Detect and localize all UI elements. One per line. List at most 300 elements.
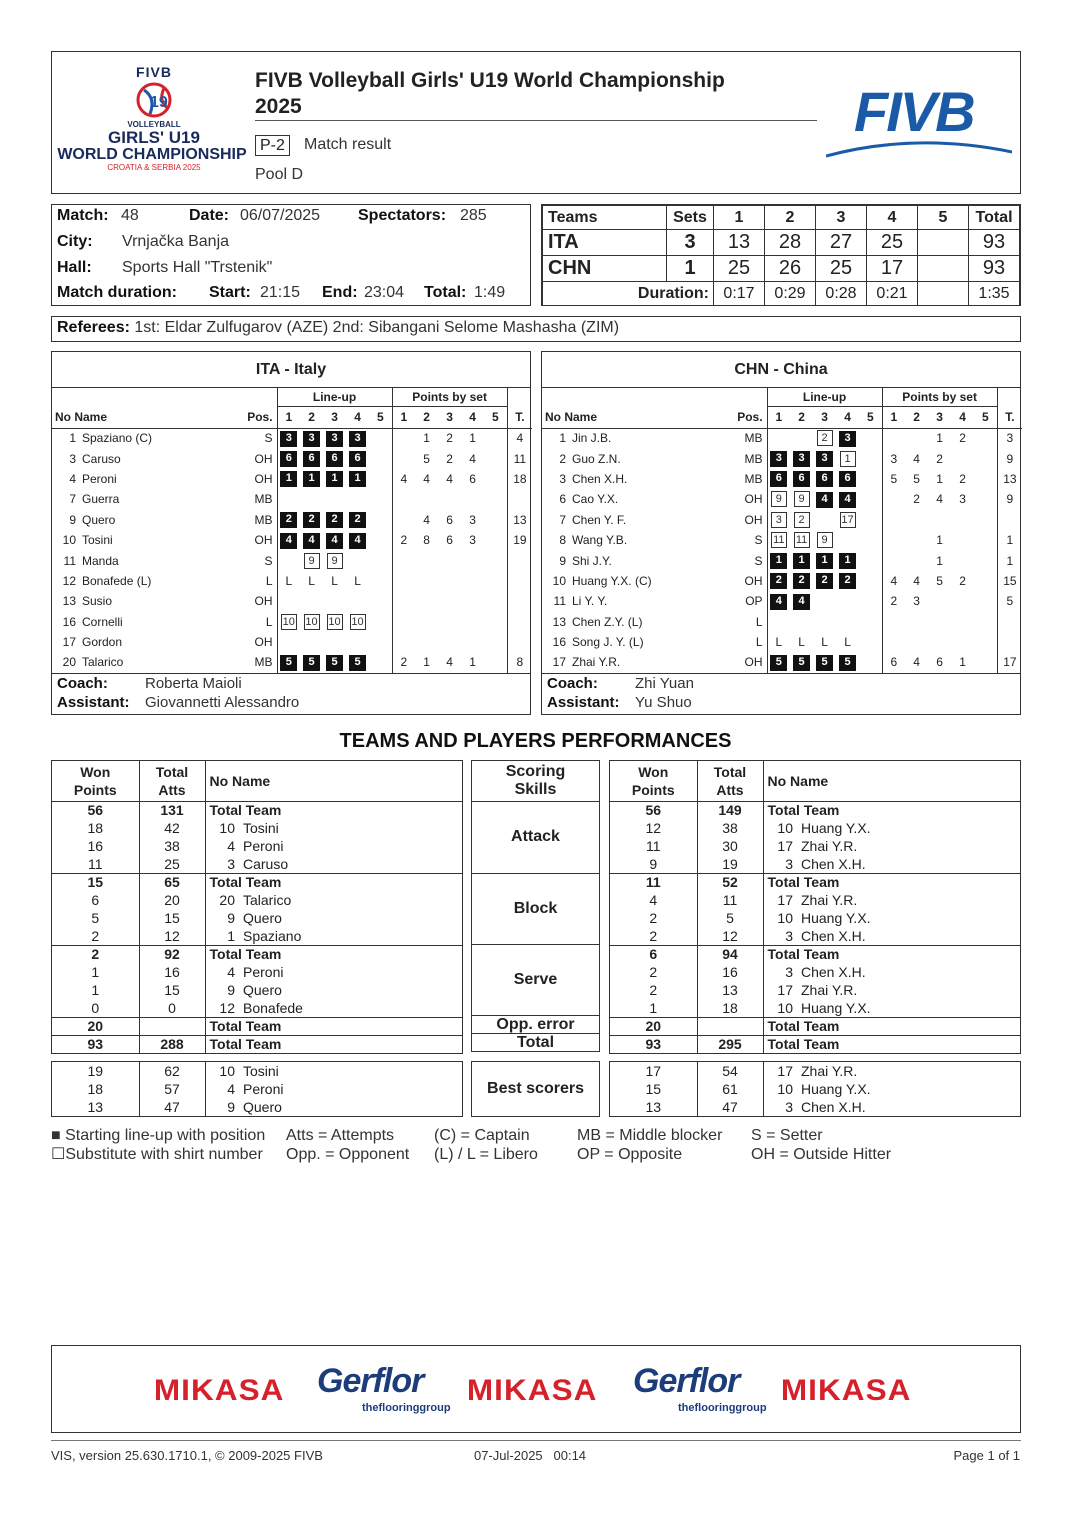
starting-position-box: 5 — [793, 655, 810, 671]
won-points: 93 — [52, 1035, 139, 1053]
sb-dur2: 0:29 — [765, 282, 816, 306]
won-points: 16 — [52, 837, 139, 855]
player-name: Chen X.H. — [799, 927, 1020, 945]
starting-position-box: 4 — [349, 533, 366, 549]
player-number: 17 — [552, 655, 566, 670]
lineup-cell — [836, 571, 859, 591]
total-atts: 61 — [697, 1080, 763, 1098]
won-points: 93 — [610, 1035, 697, 1053]
starting-position-box: 2 — [303, 512, 320, 528]
won-points: 6 — [52, 891, 139, 909]
points-set-cell — [484, 530, 507, 550]
points-set-cell — [928, 632, 951, 652]
player-position: OH — [733, 489, 767, 509]
hall-value: Sports Hall "Trstenik" — [122, 259, 273, 276]
col-no-name: No Name — [205, 761, 462, 801]
player-position: OH — [243, 448, 277, 468]
won-points: 2 — [610, 963, 697, 981]
end-label: End: — [322, 284, 358, 301]
player-position: L — [733, 632, 767, 652]
lineup-cell — [813, 489, 836, 509]
col-pos: Pos. — [733, 406, 767, 428]
col-lineup-set: 4 — [836, 406, 859, 428]
event-logo — [57, 64, 248, 182]
points-set-cell — [951, 530, 974, 550]
starting-position-box: 5 — [839, 655, 856, 671]
player-name: Susio — [82, 594, 113, 609]
lineup-cell — [859, 591, 882, 611]
sb-set4: 17 — [867, 256, 918, 282]
legend-setter: S = Setter — [751, 1127, 823, 1144]
coach-block — [52, 673, 530, 712]
col-lineup-set: 1 — [767, 406, 790, 428]
points-set-cell — [415, 632, 438, 652]
points-set-cell — [882, 428, 905, 448]
assistant-name: Giovannetti Alessandro — [145, 693, 300, 711]
starting-position-box: 3 — [303, 431, 320, 447]
player-number: 13 — [62, 594, 76, 609]
points-set-cell — [974, 510, 997, 530]
lineup-cell — [323, 612, 346, 632]
points-set-cell — [951, 612, 974, 632]
performance-header — [610, 761, 1020, 801]
roster-table — [52, 388, 532, 673]
page-title-line2: 2025 — [255, 95, 302, 118]
fivb-logo — [826, 80, 1012, 158]
total-atts: 62 — [139, 1062, 205, 1080]
starting-position-box: 2 — [793, 573, 810, 589]
points-set-cell — [951, 550, 974, 570]
performance-row — [52, 1098, 462, 1116]
player-name: Tosini — [82, 533, 113, 548]
date-label: Date: — [189, 207, 230, 224]
lineup-cell: L — [798, 635, 805, 650]
player-row — [542, 510, 1022, 530]
gerflor-tagline: theflooringgroup — [678, 1402, 767, 1414]
lineup-cell — [346, 652, 369, 672]
lineup-cell — [277, 632, 300, 652]
player-number: 12 — [205, 999, 241, 1017]
sb-head-5: 5 — [918, 206, 969, 230]
sb-total: 93 — [969, 230, 1020, 256]
lineup-cell — [813, 469, 836, 489]
row-label: Total Team — [209, 1036, 282, 1053]
team-panel-ita — [51, 351, 531, 715]
lineup-cell — [300, 612, 323, 632]
lineup-cell — [836, 448, 859, 468]
points-set-cell: 4 — [446, 655, 453, 670]
performance-row — [52, 945, 462, 963]
substitute-box: 2 — [794, 512, 810, 528]
lineup-cell — [836, 489, 859, 509]
lineup-cell — [859, 510, 882, 530]
sb-dur1: 0:17 — [714, 282, 765, 306]
lineup-cell — [790, 428, 813, 448]
starting-position-box: 6 — [326, 451, 343, 467]
end-time: 23:04 — [364, 284, 405, 301]
col-won-line2: Points — [631, 781, 675, 798]
performance-table — [610, 761, 1020, 1053]
referees-box — [51, 316, 1021, 342]
col-points-set: 5 — [974, 406, 997, 428]
points-set-cell — [974, 469, 997, 489]
points-set-cell: 2 — [400, 533, 408, 548]
player-number: 9 — [227, 982, 235, 998]
lineup-cell — [813, 510, 836, 530]
col-points-set: 1 — [392, 406, 415, 428]
points-set-cell — [905, 632, 928, 652]
starting-position-box: 1 — [816, 553, 833, 569]
sb-sets: 3 — [667, 230, 714, 256]
coach-name: Zhi Yuan — [635, 674, 694, 692]
lineup-cell — [859, 632, 882, 652]
col-no-name: No Name — [52, 406, 243, 428]
player-total: 19 — [513, 533, 527, 548]
points-set-cell — [882, 489, 905, 509]
coach-label: Coach: — [547, 674, 598, 692]
lineup-cell — [300, 428, 323, 448]
city-label: City: — [57, 233, 93, 250]
sb-team: CHN — [543, 256, 667, 282]
col-points-set: 5 — [484, 406, 507, 428]
player-name: Zhai Y.R. — [572, 655, 621, 670]
lineup-cell — [277, 530, 300, 550]
legend-opp: Opp. = Opponent — [286, 1146, 410, 1163]
lineup-cell — [813, 448, 836, 468]
event-logo-wc: WORLD CHAMPIONSHIP — [57, 146, 247, 163]
performance-row — [610, 999, 1020, 1017]
points-set-cell — [928, 591, 951, 611]
player-total: 18 — [513, 471, 527, 486]
player-total — [507, 550, 532, 570]
sb-total: 93 — [969, 256, 1020, 282]
player-row — [542, 550, 1022, 570]
legend-mb: MB = Middle blocker — [577, 1127, 723, 1144]
player-name: Huang Y.X. — [801, 820, 871, 836]
points-set-cell: 4 — [423, 512, 430, 527]
player-position: MB — [733, 469, 767, 489]
lineup-cell — [277, 448, 300, 468]
lineup-cell — [859, 469, 882, 489]
starting-position-box: 5 — [816, 655, 833, 671]
lineup-cell — [323, 469, 346, 489]
hall-label: Hall: — [57, 259, 92, 276]
points-set-cell — [974, 448, 997, 468]
points-set-cell: 3 — [469, 512, 476, 527]
starting-position-box: 3 — [816, 451, 833, 467]
player-total — [507, 632, 532, 652]
points-set-cell — [392, 632, 415, 652]
skill-attack: Attack — [471, 801, 600, 874]
assistant-name: Yu Shuo — [635, 693, 692, 711]
player-row — [52, 571, 532, 591]
sb-head-1: 1 — [714, 206, 765, 230]
points-set-cell — [484, 448, 507, 468]
referees-line — [57, 319, 619, 337]
lineup-cell — [859, 448, 882, 468]
total-atts: 42 — [139, 819, 205, 837]
total-atts: 16 — [697, 963, 763, 981]
sb-set5 — [918, 256, 969, 282]
player-total: 1 — [1006, 533, 1014, 548]
substitute-box: 3 — [771, 512, 787, 528]
lineup-cell — [323, 448, 346, 468]
substitute-box: 11 — [771, 532, 787, 548]
player-row — [52, 428, 532, 448]
player-row — [542, 448, 1022, 468]
player-row — [542, 469, 1022, 489]
player-position: OH — [243, 469, 277, 489]
lineup-cell — [300, 591, 323, 611]
total-atts: 15 — [139, 981, 205, 999]
points-set-cell — [951, 591, 974, 611]
points-set-cell: 4 — [469, 451, 476, 466]
points-set-cell — [392, 571, 415, 591]
points-set-cell — [438, 632, 461, 652]
player-number: 9 — [227, 1099, 235, 1115]
lineup-cell — [813, 428, 836, 448]
player-number: 10 — [219, 1063, 235, 1079]
total-atts: 0 — [139, 999, 205, 1017]
player-name: Talarico — [82, 655, 124, 670]
lineup-cell — [790, 571, 813, 591]
player-row — [542, 571, 1022, 591]
performance-row — [610, 837, 1020, 855]
lineup-cell — [323, 428, 346, 448]
points-set-cell — [415, 489, 438, 509]
starting-position-box: 6 — [280, 451, 297, 467]
points-set-cell — [438, 489, 461, 509]
col-total: T. — [507, 406, 532, 428]
lineup-cell — [859, 550, 882, 570]
points-set-cell: 1 — [936, 471, 943, 486]
won-points: 15 — [52, 873, 139, 891]
player-row — [542, 530, 1022, 550]
lineup-cell — [369, 652, 392, 672]
points-set-cell: 4 — [913, 451, 920, 466]
row-label: Total Team — [209, 802, 282, 819]
starting-position-box: 3 — [793, 451, 810, 467]
player-name: Huang Y.X. — [799, 999, 1020, 1017]
player-number: 3 — [785, 1099, 793, 1115]
points-set-cell: 6 — [890, 655, 898, 670]
points-set-cell — [461, 591, 484, 611]
lineup-cell — [346, 550, 369, 570]
player-position: L — [243, 571, 277, 591]
points-set-cell — [974, 530, 997, 550]
col-lineup-set: 3 — [323, 406, 346, 428]
col-atts-line2: Atts — [158, 781, 186, 798]
lineup-cell — [300, 632, 323, 652]
player-number: 20 — [219, 892, 235, 908]
points-set-cell — [438, 612, 461, 632]
lineup-cell — [277, 510, 300, 530]
player-total: 5 — [1006, 594, 1014, 609]
player-number: 1 — [559, 431, 566, 446]
points-set-cell — [461, 632, 484, 652]
total-time: 1:49 — [474, 284, 506, 301]
total-atts: 38 — [697, 819, 763, 837]
points-set-cell: 4 — [446, 471, 453, 486]
sb-team: ITA — [543, 230, 667, 256]
player-position: MB — [243, 489, 277, 509]
points-set-cell: 6 — [446, 512, 453, 527]
sb-set1: 13 — [714, 230, 765, 256]
lineup-cell — [323, 550, 346, 570]
mikasa-logo: MIKASA — [153, 1374, 285, 1407]
player-number: 4 — [227, 964, 235, 980]
lineup-cell — [767, 510, 790, 530]
performance-row — [52, 1062, 462, 1080]
performances-left-table — [51, 760, 463, 1054]
player-number: 4 — [69, 471, 76, 486]
points-set-cell: 5 — [890, 471, 898, 486]
lineup-cell — [277, 591, 300, 611]
player-position: S — [243, 428, 277, 448]
duration-label: Match duration: — [57, 284, 177, 301]
total-atts: 57 — [139, 1080, 205, 1098]
performance-row — [52, 1080, 462, 1098]
player-total: 13 — [1003, 471, 1017, 486]
lineup-cell: L — [354, 573, 361, 588]
col-points-set: 3 — [928, 406, 951, 428]
substitute-box: 9 — [794, 491, 810, 507]
won-points: 4 — [610, 891, 697, 909]
lineup-cell — [323, 632, 346, 652]
points-set-cell — [951, 510, 974, 530]
performance-row — [610, 909, 1020, 927]
pool-label: Pool D — [255, 166, 304, 183]
starting-position-box: 4 — [280, 533, 297, 549]
footer-printed: 07-Jul-2025 00:14 — [474, 1448, 587, 1463]
starting-position-box: 1 — [839, 553, 856, 569]
lineup-header: Line-up — [767, 388, 882, 406]
lineup-cell — [277, 469, 300, 489]
points-set-cell: 2 — [890, 594, 898, 609]
skills-header-line1: Scoring — [505, 763, 566, 780]
skills-header-line2: Skills — [514, 781, 557, 798]
won-points: 56 — [52, 801, 139, 819]
performance-row — [610, 945, 1020, 963]
points-set-cell — [415, 550, 438, 570]
player-total: 9 — [1006, 492, 1014, 507]
lineup-cell — [790, 591, 813, 611]
lineup-cell — [767, 428, 790, 448]
event-logo-girls: GIRLS' U19 — [108, 128, 200, 147]
points-set-cell — [461, 550, 484, 570]
team-panel-chn — [541, 351, 1021, 715]
col-atts-line2: Atts — [716, 781, 744, 798]
player-number: 11 — [63, 553, 76, 568]
lineup-cell — [767, 652, 790, 672]
player-name: Song J. Y. (L) — [572, 635, 644, 650]
player-number: 3 — [763, 927, 799, 945]
substitute-box: 2 — [817, 430, 833, 446]
player-row — [52, 448, 532, 468]
total-atts: 20 — [139, 891, 205, 909]
player-position: S — [733, 530, 767, 550]
player-name: Cornelli — [82, 614, 123, 629]
lineup-cell — [813, 530, 836, 550]
lineup-cell — [790, 510, 813, 530]
performance-row — [52, 819, 462, 837]
col-won-line1: Won — [638, 763, 669, 780]
lineup-cell — [836, 652, 859, 672]
gerflor-tagline: theflooringgroup — [362, 1402, 451, 1414]
sb-set2: 26 — [765, 256, 816, 282]
footer-divider — [51, 1440, 1021, 1441]
player-total: 3 — [1006, 431, 1014, 446]
points-by-set-header: Points by set — [392, 388, 507, 406]
lineup-cell — [346, 448, 369, 468]
won-points: 5 — [52, 909, 139, 927]
starting-position-box: 6 — [349, 451, 366, 467]
player-number: 4 — [227, 838, 235, 854]
starting-position-box: 1 — [793, 553, 810, 569]
points-set-cell: 3 — [890, 451, 898, 466]
sb-duration-label: Duration: — [543, 282, 714, 306]
total-atts: 5 — [697, 909, 763, 927]
player-name: Tosini — [243, 820, 279, 836]
substitute-box: 9 — [304, 553, 320, 569]
starting-position-box: 3 — [770, 451, 787, 467]
player-number: 9 — [69, 512, 76, 527]
performance-row — [52, 837, 462, 855]
lineup-cell — [369, 591, 392, 611]
lineup-cell — [836, 428, 859, 448]
performance-row — [610, 1017, 1020, 1035]
points-set-cell — [392, 612, 415, 632]
player-name: Spaziano — [241, 927, 462, 945]
won-points: 13 — [52, 1098, 139, 1116]
starting-position-box: 3 — [280, 431, 297, 447]
lineup-cell — [323, 510, 346, 530]
lineup-cell: L — [331, 573, 338, 588]
row-label: Total Team — [767, 946, 840, 963]
lineup-cell — [767, 591, 790, 611]
won-points: 2 — [610, 909, 697, 927]
performance-table — [610, 1062, 1020, 1116]
sb-dur3: 0:28 — [816, 282, 867, 306]
player-position: OH — [733, 571, 767, 591]
col-pos: Pos. — [243, 406, 277, 428]
points-set-cell — [484, 571, 507, 591]
performance-row — [610, 927, 1020, 945]
player-name: Quero — [82, 512, 116, 527]
roster-table — [542, 388, 1022, 673]
col-no-name: No Name — [763, 761, 1020, 801]
coach-line — [542, 674, 1020, 693]
points-set-cell — [392, 591, 415, 611]
lineup-cell — [369, 530, 392, 550]
assistant-label: Assistant: — [57, 693, 130, 711]
row-label: Total Team — [763, 1017, 1020, 1035]
player-name: Bonafede (L) — [82, 573, 152, 588]
starting-position-box: 4 — [770, 594, 787, 610]
player-position: L — [733, 612, 767, 632]
won-points: 11 — [610, 837, 697, 855]
lineup-cell — [277, 550, 300, 570]
player-position: OH — [733, 652, 767, 672]
won-points: 20 — [610, 1017, 697, 1035]
col-lineup-set: 2 — [790, 406, 813, 428]
starting-position-box: 4 — [839, 492, 856, 508]
points-set-cell — [392, 510, 415, 530]
performance-row — [52, 981, 462, 999]
lineup-cell — [346, 510, 369, 530]
player-number: 8 — [559, 533, 566, 548]
won-points: 1 — [52, 981, 139, 999]
